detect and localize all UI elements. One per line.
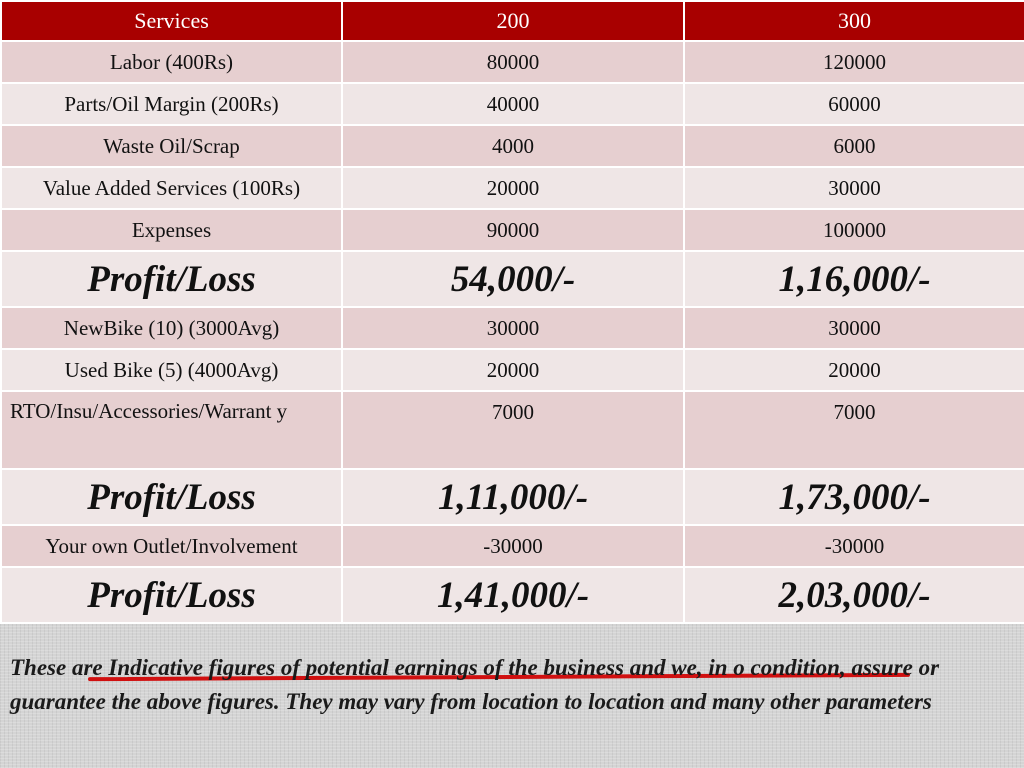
row-value-200: 90000 xyxy=(342,209,684,251)
row-value-300: 120000 xyxy=(684,41,1024,83)
table-row xyxy=(1,83,1024,125)
table-row xyxy=(1,349,1024,391)
row-value-200: 1,41,000/- xyxy=(342,567,684,623)
row-value-200: 80000 xyxy=(342,41,684,83)
row-label: NewBike (10) (3000Avg) xyxy=(1,307,342,349)
row-value-200: 40000 xyxy=(342,83,684,125)
row-value-300: 60000 xyxy=(684,83,1024,125)
row-label: Profit/Loss xyxy=(1,567,342,623)
row-value-200: 30000 xyxy=(342,307,684,349)
row-label: Profit/Loss xyxy=(1,251,342,307)
row-value-200: 54,000/- xyxy=(342,251,684,307)
table-row xyxy=(1,209,1024,251)
row-label: Waste Oil/Scrap xyxy=(1,125,342,167)
table-row xyxy=(1,125,1024,167)
row-value-200: 20000 xyxy=(342,167,684,209)
row-label: Parts/Oil Margin (200Rs) xyxy=(1,83,342,125)
row-label: Profit/Loss xyxy=(1,469,342,525)
row-label: Expenses xyxy=(1,209,342,251)
row-value-300: -30000 xyxy=(684,525,1024,567)
header-row xyxy=(1,1,1024,41)
profit-row xyxy=(1,567,1024,623)
row-value-300: 1,73,000/- xyxy=(684,469,1024,525)
row-value-300: 1,16,000/- xyxy=(684,251,1024,307)
row-value-200: 1,11,000/- xyxy=(342,469,684,525)
table-row xyxy=(1,525,1024,567)
row-value-200: 4000 xyxy=(342,125,684,167)
row-value-300: 6000 xyxy=(684,125,1024,167)
row-value-300: 7000 xyxy=(684,391,1024,469)
row-value-300: 100000 xyxy=(684,209,1024,251)
row-value-300: 30000 xyxy=(684,307,1024,349)
row-label: Used Bike (5) (4000Avg) xyxy=(1,349,342,391)
row-value-300: 2,03,000/- xyxy=(684,567,1024,623)
row-value-200: 7000 xyxy=(342,391,684,469)
header-200: 200 xyxy=(342,1,684,41)
row-value-300: 20000 xyxy=(684,349,1024,391)
table-row xyxy=(1,41,1024,83)
row-label: Value Added Services (100Rs) xyxy=(1,167,342,209)
row-value-200: -30000 xyxy=(342,525,684,567)
profit-row xyxy=(1,251,1024,307)
table-row xyxy=(1,167,1024,209)
row-label: RTO/Insu/Accessories/Warrant y xyxy=(1,391,342,469)
table-row xyxy=(1,307,1024,349)
row-value-200: 20000 xyxy=(342,349,684,391)
row-value-300: 30000 xyxy=(684,167,1024,209)
disclaimer-text: These are Indicative figures of potential earnings of the business and we, in o condition, assure or guarantee the above figures. They may vary from location to location and many other parameters xyxy=(10,655,940,714)
header-300: 300 xyxy=(684,1,1024,41)
profit-row xyxy=(1,469,1024,525)
row-label: Labor (400Rs) xyxy=(1,41,342,83)
row-label: Your own Outlet/Involvement xyxy=(1,525,342,567)
header-services: Services xyxy=(1,1,342,41)
table-row xyxy=(1,391,1024,469)
